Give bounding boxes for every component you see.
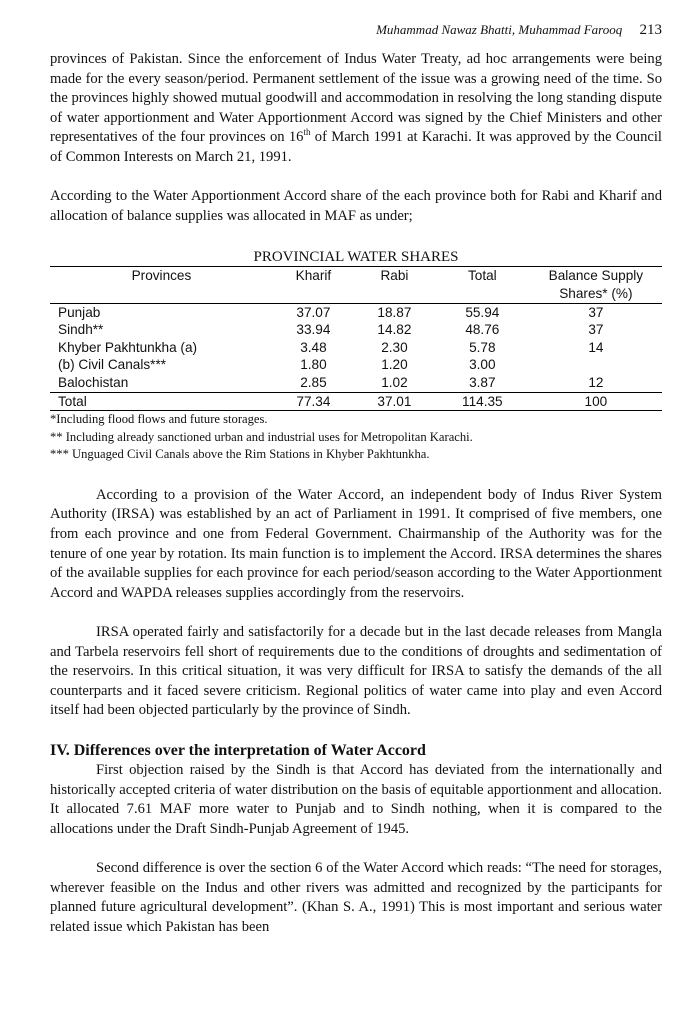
- table-footnote: ** Including already sanctioned urban and industrial uses for Metropolitan Karachi.: [50, 429, 473, 444]
- paragraph-6: Second difference is over the section 6 of the Water Accord which reads: “The need for storages, wherever feasible on the Indus and other rivers was admitted and recognized by the participants for planned future agricultural development”. (Khan S. A., 1991) This is most important and serious water related issue which Pakistan has been: [50, 859, 662, 935]
- table-row: (b) Civil Canals*** 1.80 1.20 3.00: [58, 357, 496, 373]
- paragraph-2: According to the Water Apportionment Accord share of the each province both for Rabi and Kharif and allocation of balance supplies was allocated in MAF as under;: [50, 188, 662, 224]
- table-total-row: Total 77.34 37.01 114.35 100: [50, 392, 662, 411]
- paragraph-5: First objection raised by the Sindh is that Accord has deviated from the internationally and historically accepted criteria of water distribution on the basis of equitable apportionment and allocation. It allocated 7.61 MAF more water to Punjab and to Sindh nothing, when it is compared to the allocations under the Draft Sindh-Punjab Agreement of 1945.: [50, 762, 662, 837]
- paragraph-3: According to a provision of the Water Accord, an independent body of Indus River System Authority (IRSA) was established by an act of Parliament in 1991. It comprised of five members, one from each province and one from Federal Government. Chairmanship of the Authority was for the tenure of one year by rotation. Its main function is to implement the Accord. IRSA determines the shares of the available supplies for each province for each period/season according to the Water Apportionment Accord and WAPDA releases supplies accordingly from the reservoirs.: [50, 486, 662, 601]
- table-row: Sindh** 33.94 14.82 48.76 37: [58, 322, 604, 338]
- running-header: [0, 20, 662, 41]
- paragraph-1: provinces of Pakistan. Since the enforcement of Indus Water Treaty, ad hoc arrangements were being made for the every season/period. Permanent settlement of the issue was a growing need of the time. So the provinces highly showed mutual goodwill and accommodation in resolving the long standing dispute of water apportionment and Water Apportionment Accord was signed by the Chief Ministers and other representatives of the four provinces on 16th of March 1991 at Karachi. It was approved by the Council of Common Interests on March 21, 1991.: [50, 51, 662, 165]
- table-footnote: *** Unguaged Civil Canals above the Rim Stations in Khyber Pakhtunkha.: [50, 447, 430, 462]
- table-header-row: [50, 267, 662, 303]
- header-authors: Muhammad Nawaz Bhatti, Muhammad Farooq: [376, 22, 623, 37]
- column-header: Total: [435, 267, 530, 303]
- column-header: Kharif: [273, 267, 354, 303]
- table-row: Punjab 37.07 18.87 55.94 37: [58, 304, 604, 320]
- column-header: Rabi: [354, 267, 435, 303]
- column-header: Provinces: [50, 267, 273, 303]
- table-footnote: *Including flood flows and future storages.: [50, 412, 268, 427]
- ordinal-suffix: th: [303, 127, 311, 138]
- table-row: Balochistan 2.85 1.02 3.87 12: [58, 374, 604, 390]
- page-body: [50, 50, 662, 937]
- column-header: Balance Supply Shares* (%): [530, 267, 662, 303]
- table-row: Khyber Pakhtunkha (a) 3.48 2.30 5.78 14: [58, 339, 604, 355]
- table-caption: PROVINCIAL WATER SHARES: [253, 249, 459, 266]
- paragraph-4: IRSA operated fairly and satisfactorily for a decade but in the last decade releases from Mangla and Tarbela reservoirs fell short of requirements due to the conditions of droughts and sedimentation of the reservoirs. In this critical situation, it was very difficult for IRSA to satisfy the demands of the all counterparts and it faced severe criticism. Regional politics of water came into play and even Accord itself had been objected particularly by the province of Sindh.: [50, 624, 662, 719]
- page-number: 213: [639, 22, 662, 38]
- provincial-water-shares-table: [50, 266, 662, 411]
- section-heading: IV. Differences over the interpretation of Water Accord: [50, 742, 426, 759]
